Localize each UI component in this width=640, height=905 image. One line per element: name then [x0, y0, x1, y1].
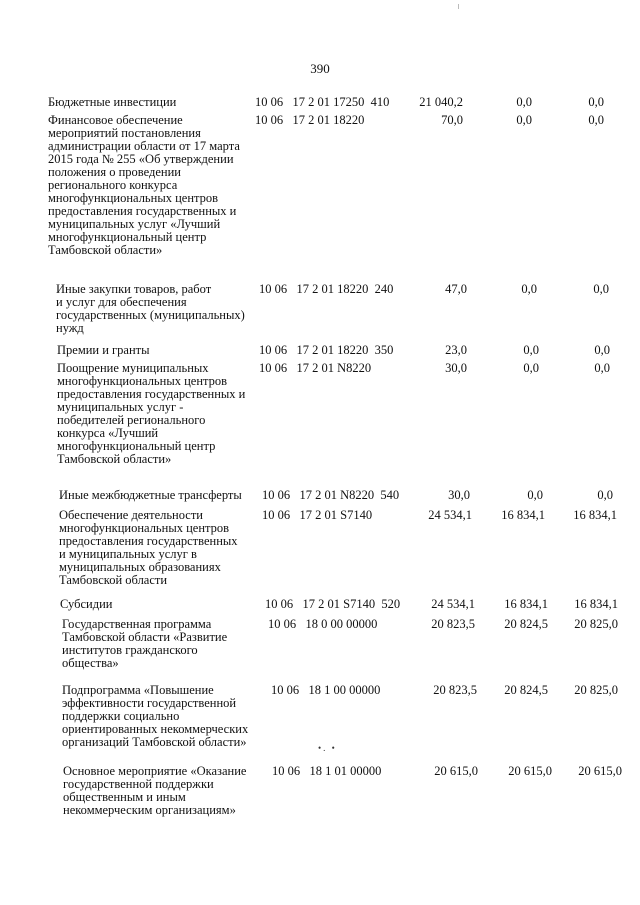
row-description: Бюджетные инвестиции: [48, 95, 177, 109]
row-value-2: 0,0: [516, 113, 532, 127]
row-code: 10 06 17 2 01 18220: [255, 113, 365, 127]
row-value-1: 47,0: [445, 282, 467, 296]
row-description: Субсидии: [60, 597, 113, 611]
row-description: Государственная программа Тамбовской области «Развитие институтов гражданского общества»: [62, 617, 228, 670]
row-description: Обеспечение деятельности многофункциональных центров предоставления государственных и муниципальных услуг в муниципальных образованиях Тамбовской области: [59, 508, 238, 587]
row-value-2: 0,0: [516, 95, 532, 109]
row-value-3: 16 834,1: [574, 597, 618, 611]
row-description: Поощрение муниципальных многофункциональных центров предоставления государственных и муниципальных услуг - победителей регионального конкурса «Лучший многофункциональный центр Тамбовской области»: [57, 361, 246, 466]
row-value-3: 20 825,0: [574, 683, 618, 697]
row-value-3: 0,0: [588, 113, 604, 127]
page-number: 390: [310, 61, 330, 76]
row-value-1: 20 615,0: [434, 764, 478, 778]
row-value-2: 20 824,5: [504, 617, 548, 631]
row-description: Премии и гранты: [57, 343, 150, 357]
row-description: Иные закупки товаров, работ и услуг для обеспечения государственных (муниципальных) нужд: [56, 282, 245, 335]
row-value-2: 0,0: [521, 282, 537, 296]
row-value-2: 0,0: [523, 343, 539, 357]
row-code: 10 06 17 2 01 N8220 540: [262, 488, 400, 502]
row-value-3: 20 615,0: [578, 764, 622, 778]
row-value-1: 70,0: [441, 113, 463, 127]
row-value-2: 0,0: [527, 488, 543, 502]
row-value-3: 0,0: [593, 282, 609, 296]
row-value-3: 0,0: [594, 361, 610, 375]
row-code: 10 06 18 1 01 00000: [272, 764, 382, 778]
row-code: 10 06 17 2 01 18220 240: [259, 282, 394, 296]
scan-mark: [458, 4, 459, 9]
row-value-2: 20 615,0: [508, 764, 552, 778]
scan-speck: •. •: [318, 743, 337, 753]
row-value-3: 20 825,0: [574, 617, 618, 631]
row-description: Подпрограмма «Повышение эффективности государственной поддержки социально ориентированных некоммерческих организаций Тамбовской области»: [62, 683, 249, 749]
row-value-3: 0,0: [597, 488, 613, 502]
row-code: 10 06 17 2 01 17250 410: [255, 95, 390, 109]
row-code: 10 06 17 2 01 S7140 520: [265, 597, 401, 611]
row-description: Финансовое обеспечение мероприятий постановления администрации области от 17 марта 2015 года № 255 «Об утверждении положения о проведении регионального конкурса многофункциональных центров предоставления государственных и муниципальных услуг «Лучший многофункциональный центр Тамбовской области»: [48, 113, 240, 257]
row-description: Иные межбюджетные трансферты: [59, 488, 242, 502]
row-value-1: 23,0: [445, 343, 467, 357]
row-value-2: 20 824,5: [504, 683, 548, 697]
row-code: 10 06 17 2 01 18220 350: [259, 343, 394, 357]
row-code: 10 06 17 2 01 N8220: [259, 361, 372, 375]
row-value-2: 0,0: [523, 361, 539, 375]
row-description: Основное мероприятие «Оказание государственной поддержки общественным и иным некоммерческим организациям»: [63, 764, 247, 817]
row-value-2: 16 834,1: [504, 597, 548, 611]
row-value-2: 16 834,1: [501, 508, 545, 522]
row-value-1: 24 534,1: [431, 597, 475, 611]
row-value-1: 30,0: [448, 488, 470, 502]
row-value-1: 24 534,1: [428, 508, 472, 522]
row-value-1: 30,0: [445, 361, 467, 375]
row-value-3: 16 834,1: [573, 508, 617, 522]
row-value-1: 20 823,5: [433, 683, 477, 697]
row-value-3: 0,0: [594, 343, 610, 357]
row-value-1: 20 823,5: [431, 617, 475, 631]
row-code: 10 06 17 2 01 S7140: [262, 508, 373, 522]
row-code: 10 06 18 1 00 00000: [271, 683, 381, 697]
row-value-3: 0,0: [588, 95, 604, 109]
row-code: 10 06 18 0 00 00000: [268, 617, 378, 631]
row-value-1: 21 040,2: [419, 95, 463, 109]
